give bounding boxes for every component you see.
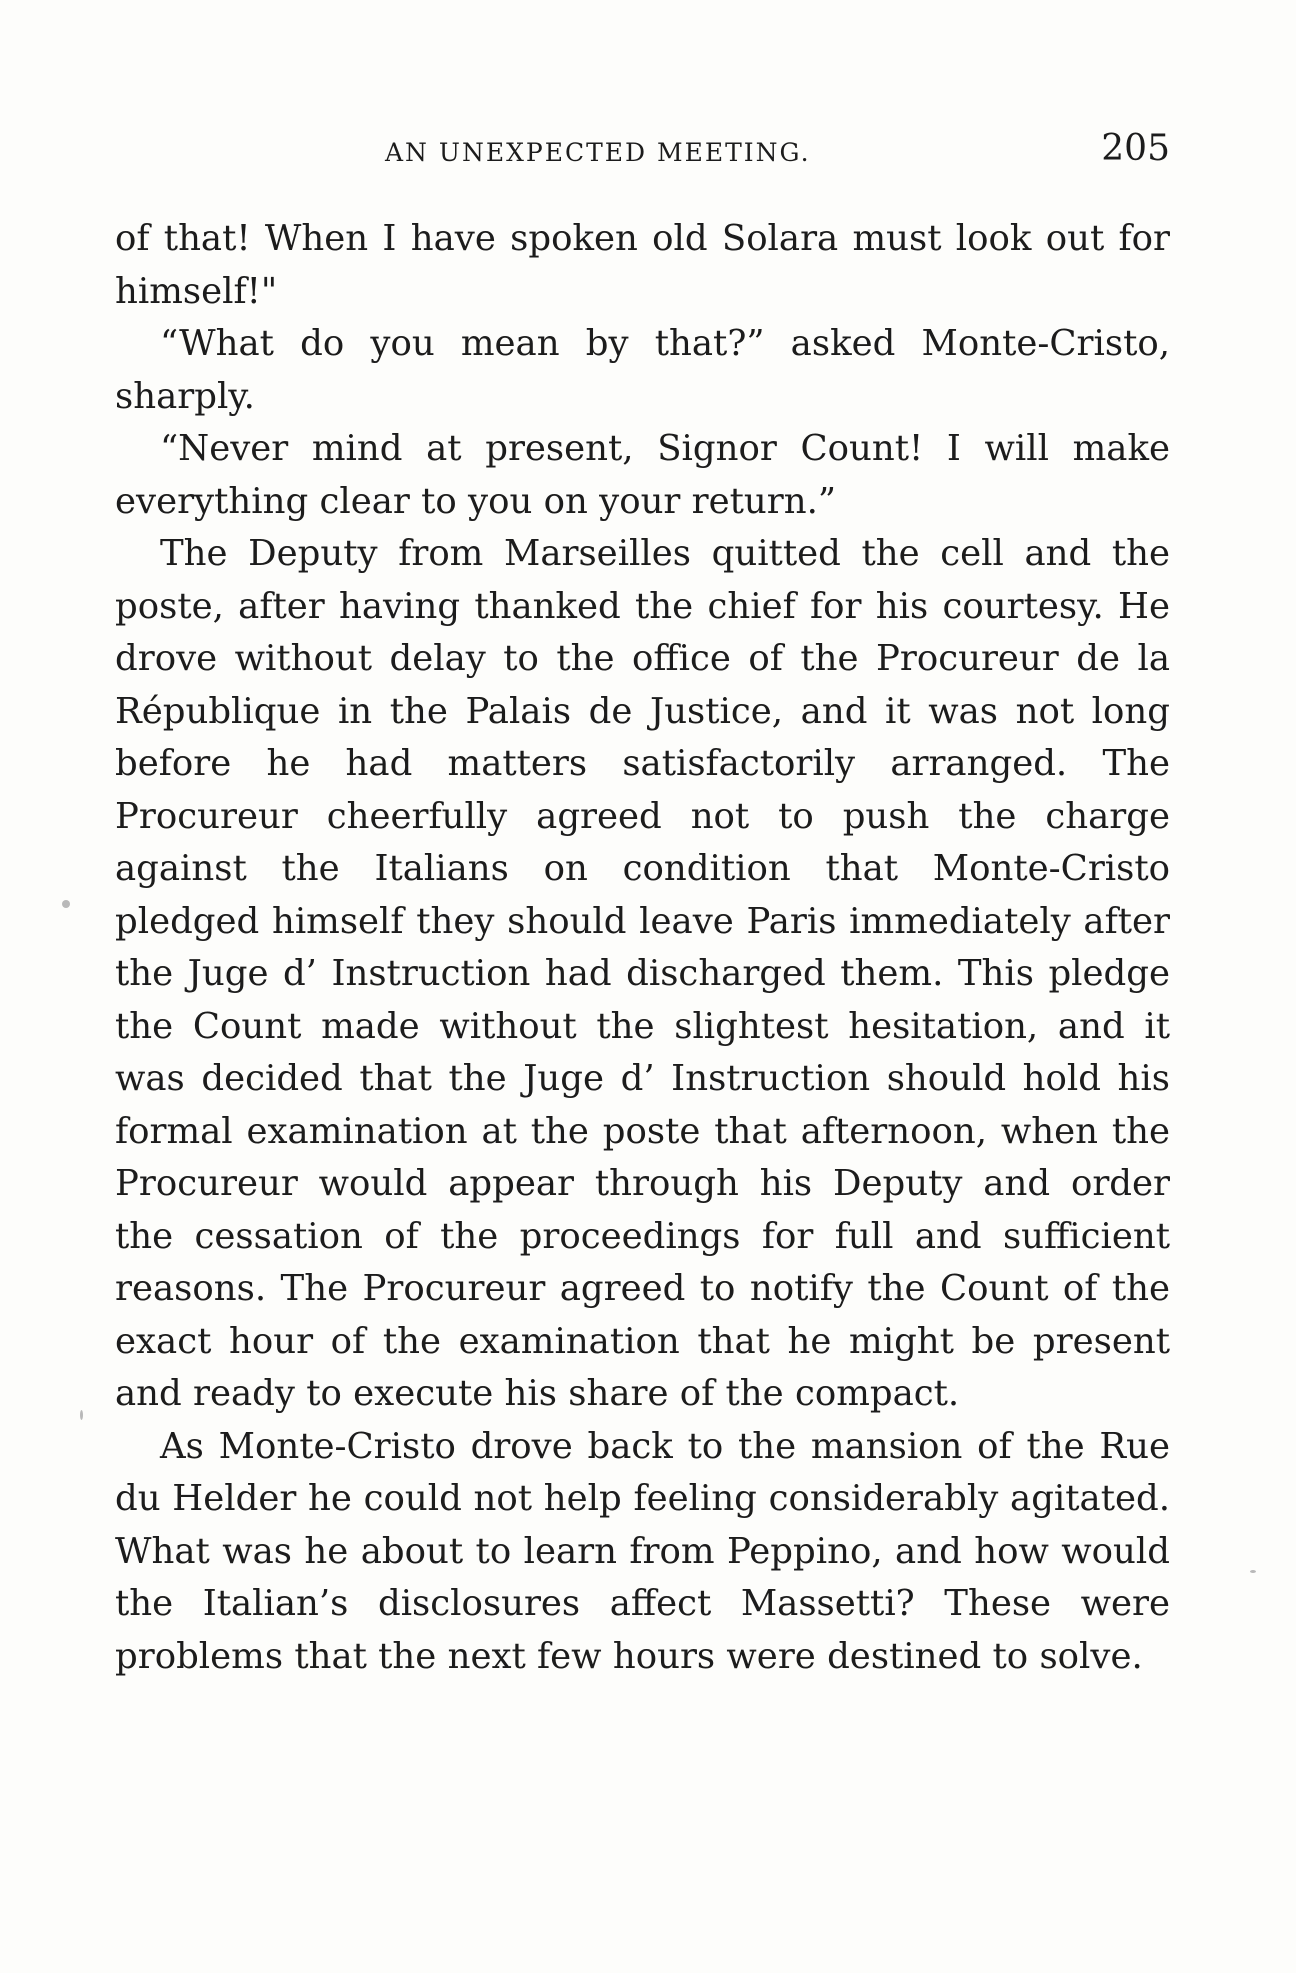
- paragraph-3: “Never mind at present, Signor Count! I will make everything clear to you on your return.”: [115, 428, 1170, 522]
- body-text: [115, 213, 1170, 1683]
- running-title: AN UNEXPECTED MEETING.: [385, 138, 811, 167]
- paragraph-1: of that! When I have spoken old Solara must look out for himself!": [115, 218, 1170, 312]
- paragraph-4: The Deputy from Marseilles quitted the cell and the poste, after having thanked the chief for his courtesy. He drove without delay to the office of the Procureur de la République in the Palais de Justice, and it was not long before he had matters satisfactorily arranged. The Procureur cheerfully agreed not to push the charge against the Italians on condition that Monte-Cristo pledged himself they should leave Paris immediately after the Juge d’ Instruction had discharged them. This pledge the Count made without the slightest hesitation, and it was decided that the Juge d’ Instruction should hold his formal examination at the poste that afternoon, when the Procureur would appear through his Deputy and order the cessation of the proceedings for full and sufficient reasons. The Procureur agreed to notify the Count of the exact hour of the examination that he might be present and ready to execute his share of the compact.: [115, 533, 1170, 1414]
- scan-speck: [1250, 1570, 1256, 1573]
- scan-speck: [80, 1410, 83, 1420]
- running-header: [115, 128, 1170, 178]
- scan-speck: [62, 900, 70, 908]
- paragraph-5: As Monte-Cristo drove back to the mansion of the Rue du Helder he could not help feeling considerably agitated. What was he about to learn from Peppino, and how would the Italian’s disclosures affect Massetti? These were problems that the next few hours were destined to solve.: [115, 1425, 1170, 1677]
- page-number: 205: [1101, 128, 1170, 169]
- paragraph-2: “What do you mean by that?” asked Monte-Cristo, sharply.: [115, 323, 1170, 417]
